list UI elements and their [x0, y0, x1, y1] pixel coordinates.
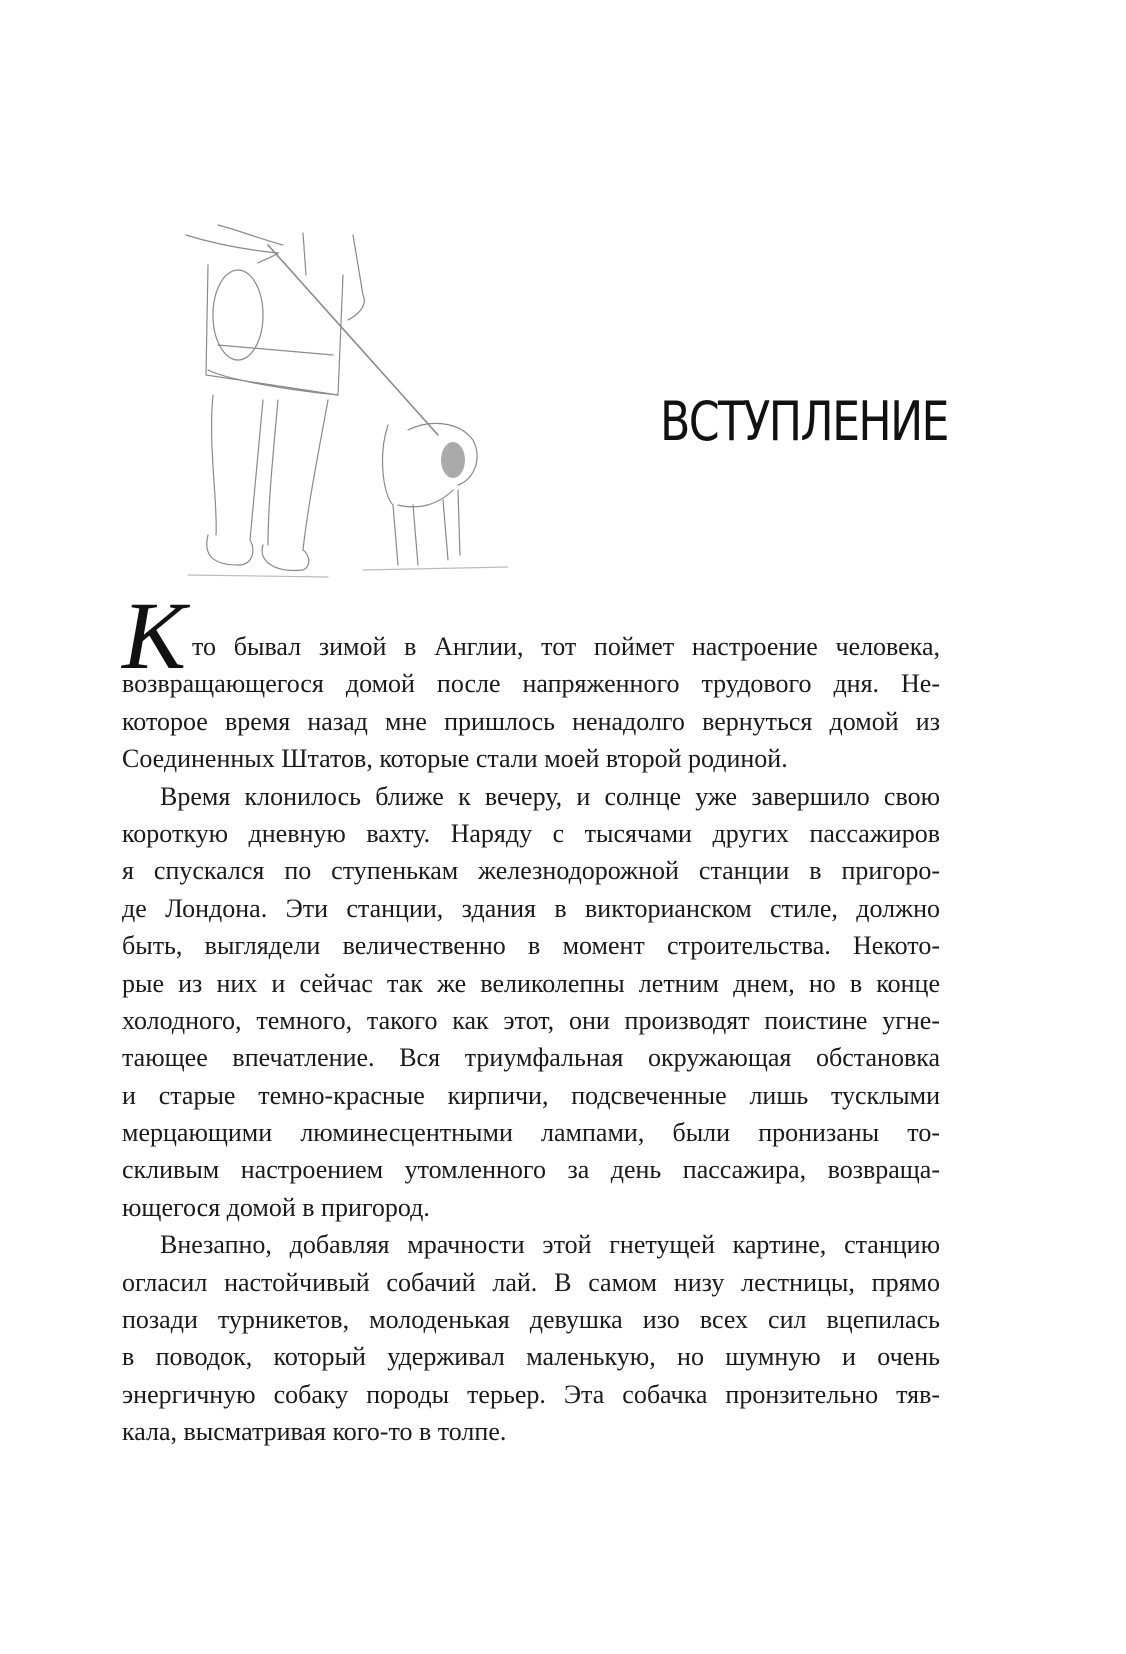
text-line: мерцающими люминесцентными лампами, были пронизаны то- — [122, 1118, 940, 1148]
paragraph — [122, 778, 940, 1227]
text-line: де Лондона. Эти станции, здания в викторианском стиле, должно — [122, 893, 940, 923]
text-line: и старые темно-красные кирпичи, подсвеченные лишь тусклыми — [122, 1080, 940, 1110]
text-line: Внезапно, добавляя мрачности этой гнетущей картине, станцию — [160, 1230, 940, 1260]
text-line: кала, высматривая кого-то в толпе. — [122, 1417, 507, 1447]
text-line: позади турникетов, молоденькая девушка изо всех сил вцепилась — [122, 1305, 940, 1335]
text-line: возвращающегося домой после напряженного трудового дня. Не- — [122, 669, 940, 699]
text-line: я спускался по ступенькам железнодорожной станции в пригоро- — [122, 856, 940, 886]
paragraph — [122, 1226, 940, 1450]
text-line: ющегося домой в пригород. — [122, 1192, 430, 1222]
text-line: Время клонилось ближе к вечеру, и солнце уже завершило свою — [160, 781, 940, 811]
text-line: тающее впечатление. Вся триумфальная окружающая обстановка — [122, 1043, 940, 1073]
paragraph — [122, 628, 940, 778]
text-line: энергичную собаку породы терьер. Эта собачка пронзительно тяв- — [122, 1379, 940, 1409]
text-line: огласил настойчивый собачий лай. В самом низу лестницы, прямо — [122, 1267, 940, 1297]
chapter-body — [122, 600, 940, 1451]
text-line: то бывал зимой в Англии, тот поймет настроение человека, — [192, 632, 940, 661]
text-line: скливым настроением утомленного за день пассажира, возвраща- — [122, 1155, 940, 1185]
text-line: рые из них и сейчас так же великолепны летним днем, но в конце — [122, 968, 940, 998]
text-line: короткую дневную вахту. Наряду с тысячами других пассажиров — [122, 818, 940, 848]
text-line: которое время назад мне пришлось ненадолго вернуться домой из — [122, 706, 940, 736]
drop-cap-letter: К — [122, 582, 186, 689]
chapter-title: ВСТУПЛЕНИЕ — [660, 390, 948, 453]
dog-walking-illustration — [168, 205, 518, 580]
text-line: быть, выглядели величественно в момент строительства. Некото- — [122, 931, 940, 961]
text-line: в поводок, который удерживал маленькую, но шумную и очень — [122, 1342, 940, 1372]
text-line: холодного, темного, такого как этот, они производят поистине угне- — [122, 1005, 940, 1035]
text-line: Соединенных Штатов, которые стали моей второй родиной. — [122, 744, 788, 774]
